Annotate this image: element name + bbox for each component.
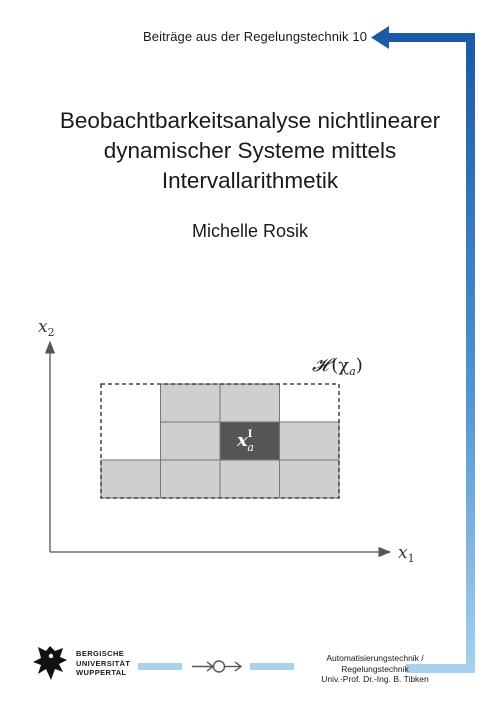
- department-line: Regelungstechnik: [341, 663, 409, 674]
- department-info: [304, 653, 446, 685]
- interval-box: [161, 460, 221, 498]
- author-name: Michelle Rosik: [191, 221, 309, 241]
- x-axis-label: $x_1$: [398, 543, 415, 565]
- university-line: WUPPERTAL: [76, 668, 127, 677]
- interval-box: [220, 384, 280, 422]
- department-line: Univ.-Prof. Dr.-Ing. B. Tibken: [321, 674, 429, 684]
- department-line: Automatisierungstechnik /: [326, 653, 424, 663]
- box-grid: [101, 384, 339, 498]
- university-line: UNIVERSITÄT: [76, 658, 131, 668]
- university-name: [76, 649, 130, 678]
- hull-label: 𝓗 $(\chi_a)$: [312, 355, 363, 378]
- interval-box: [161, 384, 221, 422]
- interval-box: [280, 422, 340, 460]
- university-line: BERGISCHE: [76, 649, 125, 658]
- box-label: $x^I$ a: [237, 429, 254, 454]
- title-line: Intervallarithmetik: [161, 168, 339, 193]
- title-line: Beobachtbarkeitsanalyse nichtlinearer: [59, 108, 441, 133]
- interval-box: [161, 422, 221, 460]
- interval-box: [280, 460, 340, 498]
- series-title: Beiträge aus der Regelungstechnik 10: [143, 29, 368, 44]
- y-axis-label: $x_2$: [38, 317, 55, 339]
- interval-box: [101, 460, 161, 498]
- interval-box: [220, 460, 280, 498]
- title-line: dynamischer Systeme mittels: [103, 138, 397, 163]
